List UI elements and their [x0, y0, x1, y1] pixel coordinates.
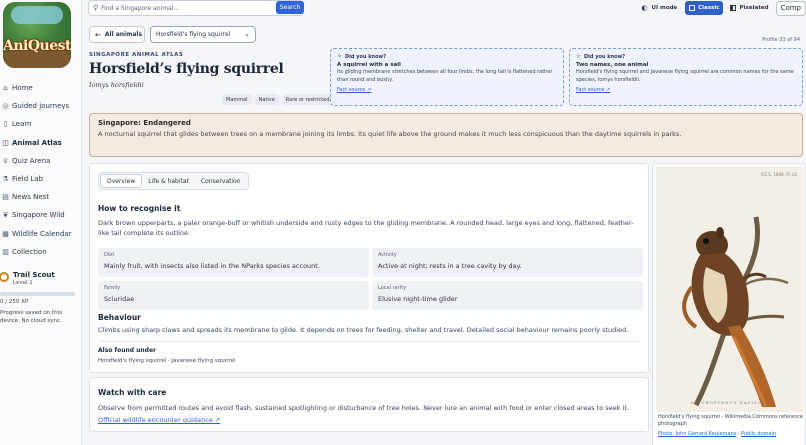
- status-body: A nocturnal squirrel that glides between trees on a membrane joining its limbs. Its quiet life above the ground makes it much less conspicuous than the daytime squirrels in parks.: [98, 130, 682, 138]
- sparkle-icon: ✧: [576, 53, 582, 60]
- sidebar-item-label: Home: [12, 84, 33, 93]
- arrow-left-icon: ←: [95, 30, 101, 39]
- also-found-body: Horsfield's flying squirrel · Javanese flying squirrel: [98, 358, 236, 364]
- fact-label: Local rarity: [378, 285, 407, 291]
- sidebar-item-wildlife-calendar[interactable]: [0, 225, 82, 243]
- sidebar-nav: [0, 79, 82, 261]
- fact-value: Active at night; rests in a tree cavity by day.: [378, 262, 522, 270]
- search-box: [88, 0, 304, 16]
- fact-source-link[interactable]: [337, 87, 557, 93]
- sidebar-item-animal-atlas[interactable]: [0, 134, 82, 152]
- xp-readout: 0 / 250 XP: [0, 299, 29, 305]
- external-link-icon: ↗: [605, 87, 611, 93]
- chip-rarity: Rare or restricted: [282, 94, 334, 105]
- sidebar-item-label: Guided journeys: [12, 102, 70, 111]
- top-bar: [82, 0, 806, 18]
- home-icon: ⌂: [3, 84, 8, 93]
- encounter-guidance-link[interactable]: [98, 416, 220, 424]
- overview-card: [89, 163, 649, 373]
- xp-progress-bar: [0, 292, 75, 296]
- logo-sky: [11, 6, 63, 24]
- sidebar-item-label: Collection: [12, 247, 47, 256]
- page-title: Horsfield’s flying squirrel: [89, 61, 284, 77]
- flask-icon: ⚗: [2, 175, 9, 184]
- species-chips: [219, 94, 334, 105]
- sidebar-item-learn[interactable]: [0, 115, 82, 133]
- did-you-know-heading: Did you know?: [345, 53, 387, 60]
- chevron-down-icon: ⌄: [244, 30, 250, 38]
- classic-mode-button[interactable]: [685, 1, 723, 15]
- did-you-know-card: [569, 48, 803, 106]
- recognise-body: Dark brown upperparts, a paler orange-buff or whitish underside and rusty edges to the gliding membrane. A rounded head, large eyes and long, flattened, feather-like tail complete its outline.: [98, 219, 634, 237]
- all-animals-label: All animals: [104, 31, 143, 38]
- sidebar-item-label: News Nest: [12, 193, 50, 202]
- fact-source-label: Fact source: [576, 87, 605, 93]
- behaviour-body: Climbs using sharp claws and spreads its membrane to glide. It depends on trees for feeding, shelter and travel. Detailed social behaviour remains poorly studied.: [98, 326, 629, 334]
- fact-source-link[interactable]: [576, 87, 796, 93]
- atlas-icon: ◫: [2, 138, 9, 147]
- ui-mode-controls: [641, 0, 806, 16]
- plate-caption: SCIUROPTERUS DAVISONI: [690, 400, 770, 405]
- behaviour-heading: Behaviour: [98, 313, 141, 322]
- sidebar-item-news-nest[interactable]: [0, 188, 82, 206]
- classic-label: Classic: [698, 5, 720, 11]
- fact-label: Family: [104, 285, 121, 291]
- external-link-icon: ↗: [366, 87, 372, 93]
- sidebar-item-collection[interactable]: [0, 243, 82, 261]
- fact-value: Elusive night-time glider: [378, 295, 458, 303]
- animal-select-value: Horsfield's flying squirrel: [156, 31, 231, 38]
- did-you-know-body: Horsfield's flying squirrel and Javanese flying squirrel are common names for the same species, Iomys horsfieldii.: [576, 69, 794, 83]
- sparkle-icon: ✧: [337, 53, 343, 60]
- pixelated-icon: [730, 5, 736, 11]
- search-input[interactable]: [98, 2, 303, 14]
- sidebar-item-singapore-wild[interactable]: [0, 206, 82, 224]
- sidebar: [0, 0, 82, 445]
- app-logo[interactable]: [3, 2, 71, 68]
- sidebar-item-label: Singapore Wild: [12, 211, 65, 220]
- animal-select[interactable]: [150, 26, 256, 43]
- sidebar-item-label: Quiz Arena: [12, 156, 51, 165]
- chip-native: Native: [255, 94, 279, 105]
- pixelated-label: Pixelated: [739, 5, 769, 11]
- fact-source-label: Fact source: [337, 87, 366, 93]
- search-icon: ⚲: [93, 4, 99, 12]
- scientific-name: Iomys horsfieldii: [89, 81, 144, 89]
- image-credit: [658, 431, 776, 437]
- did-you-know-title: A squirrel with a sail: [337, 62, 401, 68]
- all-animals-button[interactable]: [89, 26, 145, 43]
- sidebar-item-label: Animal Atlas: [12, 138, 62, 147]
- sidebar-item-guided-journeys[interactable]: [0, 97, 82, 115]
- tab-overview[interactable]: Overview: [100, 174, 142, 188]
- progress-note: Progress saved on this device. No cloud sync.: [0, 310, 62, 324]
- scout-badge-icon: [0, 272, 9, 282]
- trophy-icon: ♕: [2, 156, 9, 165]
- credit-author-link[interactable]: John Gerrard Keulemans: [675, 431, 737, 437]
- did-you-know-body: Its gliding membrane stretches between all four limbs; the long tail is flattened rather than round and bushy.: [337, 69, 553, 83]
- flying-squirrel-drawing: [656, 167, 804, 412]
- ui-mode-toggle[interactable]: [641, 4, 677, 12]
- also-found-heading: Also found under: [98, 347, 157, 354]
- fact-diet: [98, 248, 369, 277]
- half-circle-icon: ◐: [641, 4, 648, 12]
- scout-name: Trail Scout: [13, 271, 55, 279]
- fact-label: Activity: [378, 252, 397, 258]
- sidebar-item-label: Learn: [12, 120, 32, 129]
- divider: [98, 341, 640, 342]
- compare-button[interactable]: Comp: [776, 1, 806, 16]
- logo-text: AniQuest: [3, 38, 71, 54]
- fact-family: [98, 281, 369, 310]
- search-button[interactable]: Search: [276, 1, 304, 14]
- fact-label: Diet: [104, 252, 115, 258]
- recognise-heading: How to recognise it: [98, 204, 181, 213]
- pixelated-mode-button[interactable]: [726, 1, 772, 15]
- book-icon: ▯: [3, 120, 8, 129]
- ui-mode-label: UI mode: [651, 5, 678, 11]
- profile-tabs: [98, 172, 249, 190]
- status-heading: Singapore: Endangered: [98, 119, 191, 127]
- squirrel-illustration[interactable]: [656, 167, 804, 412]
- fact-value: Sciuridae: [104, 295, 135, 303]
- scout-level: Level 1: [13, 280, 33, 286]
- credit-prefix: Photo:: [658, 431, 676, 437]
- sidebar-item-field-lab[interactable]: [0, 170, 82, 188]
- classic-icon: [689, 5, 695, 11]
- reference-image-card: [652, 163, 806, 445]
- profile-count: Profile 33 of 94: [762, 37, 800, 43]
- did-you-know-heading: Did you know?: [584, 53, 626, 60]
- credit-separator: ·: [736, 431, 742, 437]
- leaf-icon: ❦: [2, 211, 9, 220]
- fact-local-rarity: [372, 281, 643, 310]
- tab-life-habitat[interactable]: Life & habitat: [148, 177, 189, 185]
- encounter-guidance-label: Official wildlife encounter guidance: [98, 416, 213, 424]
- atlas-eyebrow: SINGAPORE ANIMAL ATLAS: [89, 52, 184, 58]
- did-you-know-title: Two names, one animal: [576, 62, 649, 68]
- tab-conservation[interactable]: Conservation: [200, 177, 241, 185]
- chip-mammal: Mammal: [222, 94, 252, 105]
- care-body: Observe from permitted routes and avoid flash, sustained spotlighting or disturbance of tree holes. Never lure an animal with food or enter closed areas to seek it.: [98, 404, 629, 412]
- care-heading: Watch with care: [98, 388, 167, 397]
- watch-with-care-card: [89, 377, 649, 432]
- external-link-icon: ↗: [214, 416, 221, 424]
- image-caption: Horsfield's flying squirrel · Wikimedia Commons reference photograph: [658, 414, 804, 427]
- compass-icon: ◎: [2, 102, 9, 111]
- conservation-status-banner: [89, 113, 803, 157]
- sidebar-item-quiz-arena[interactable]: [0, 152, 82, 170]
- calendar-icon: ▦: [2, 229, 9, 238]
- plate-reference: P.Z.S. 1888. Pl. LII.: [761, 172, 798, 177]
- collection-icon: ▥: [2, 247, 9, 256]
- did-you-know-card: [330, 48, 564, 106]
- news-icon: ▤: [2, 193, 9, 202]
- fact-activity: [372, 248, 643, 277]
- credit-license-link[interactable]: Public domain: [741, 431, 777, 437]
- sidebar-item-label: Wildlife Calendar: [12, 229, 72, 238]
- sidebar-item-home[interactable]: [0, 79, 82, 97]
- fact-value: Mainly fruit, with insects also listed in the NParks species account.: [104, 262, 320, 270]
- sidebar-item-label: Field Lab: [12, 175, 44, 184]
